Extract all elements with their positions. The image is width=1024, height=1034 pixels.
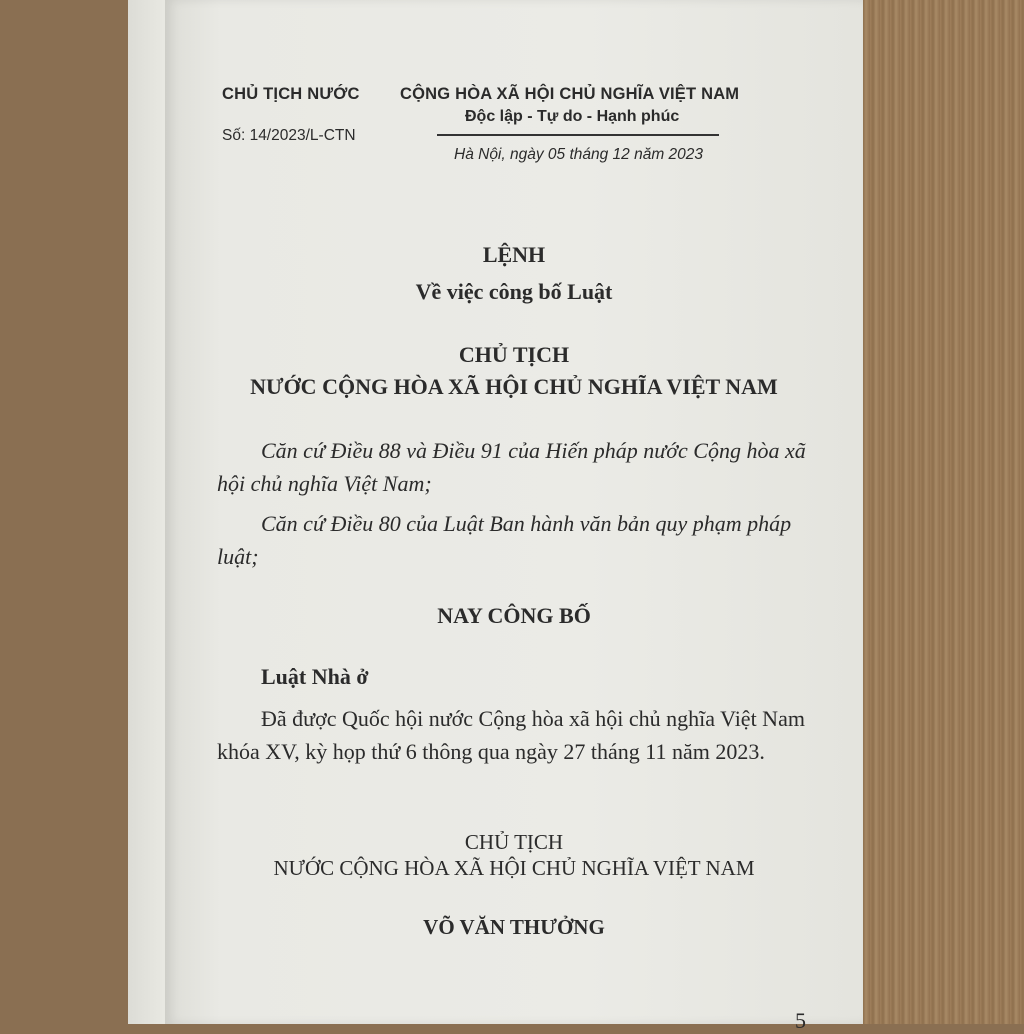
document-subtitle: Về việc công bố Luật xyxy=(415,279,613,304)
page-number: 5 xyxy=(795,1008,806,1033)
document-number: Số: 14/2023/L-CTN xyxy=(222,127,356,144)
document-page xyxy=(165,0,863,1033)
nation-name: CỘNG HÒA XÃ HỘI CHỦ NGHĨA VIỆT NAM xyxy=(400,85,740,103)
wooden-table-background xyxy=(860,0,1024,1024)
law-name: Luật Nhà ở xyxy=(261,664,369,689)
issuer-office: NƯỚC CỘNG HÒA XÃ HỘI CHỦ NGHĨA VIỆT NAM xyxy=(250,374,778,399)
legal-basis-law: Căn cứ Điều 80 của Luật Ban hành văn bản quy phạm pháp luật; xyxy=(217,511,792,569)
issuer-title: CHỦ TỊCH xyxy=(458,342,570,367)
place-date: Hà Nội, ngày 05 tháng 12 năm 2023 xyxy=(454,146,704,163)
passage-statement: Đã được Quốc hội nước Cộng hòa xã hội chủ nghĩa Việt Nam khóa XV, kỳ họp thứ 6 thông qua ngày 27 tháng 11 năm 2023. xyxy=(217,706,805,764)
signature-office: NƯỚC CỘNG HÒA XÃ HỘI CHỦ NGHĨA VIỆT NAM xyxy=(273,856,755,880)
legal-basis-constitution: Căn cứ Điều 88 và Điều 91 của Hiến pháp nước Cộng hòa xã hội chủ nghĩa Việt Nam; xyxy=(217,438,806,496)
signer-name: VÕ VĂN THƯỞNG xyxy=(423,915,605,939)
proclamation-heading: NAY CÔNG BỐ xyxy=(437,603,591,628)
signature-title: CHỦ TỊCH xyxy=(464,830,564,854)
issuing-body: CHỦ TỊCH NƯỚC xyxy=(222,85,360,103)
document-title: LỆNH xyxy=(482,242,546,267)
motto-underline xyxy=(437,134,719,136)
national-motto: Độc lập - Tự do - Hạnh phúc xyxy=(465,108,680,125)
